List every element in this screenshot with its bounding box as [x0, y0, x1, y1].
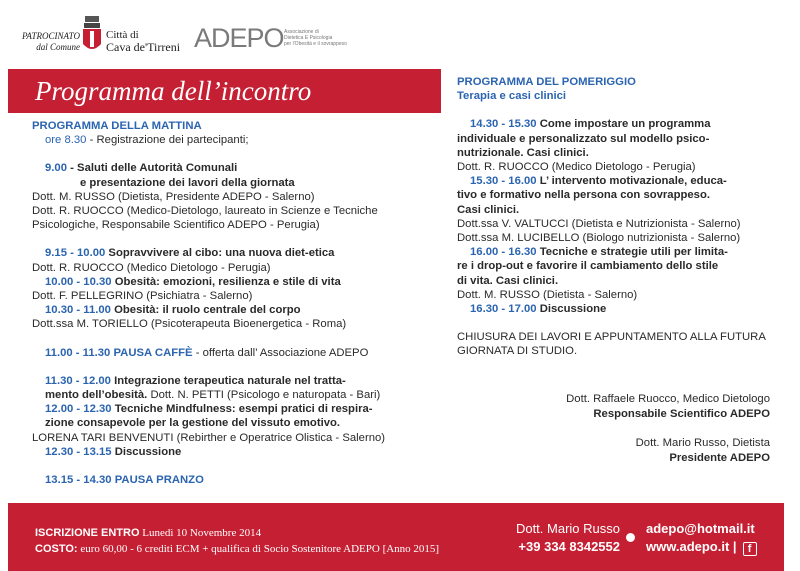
- afternoon-session-1-title: [457, 117, 777, 131]
- morning-heading: PROGRAMMA DELLA MATTINA: [32, 120, 202, 132]
- website-line: [646, 538, 757, 556]
- closing-line-1: CHIUSURA DEI LAVORI E APPUNTAMENTO ALLA FUTURA: [457, 331, 766, 344]
- afternoon-session-2-speaker-1: Dott.ssa V. VALTUCCI (Dietista e Nutrizionista - Salerno): [457, 217, 741, 230]
- session-1-title-1: - Saluti delle Autorità Comunali: [67, 162, 238, 175]
- coffee-break: [32, 346, 432, 360]
- session-3-title: [32, 275, 432, 289]
- reg-text: - Registrazione dei partecipanti;: [86, 134, 249, 147]
- afternoon-session-4-time: 16.30 - 17.00: [470, 303, 537, 316]
- patrocinato-line-1: PATROCINATO: [21, 31, 80, 41]
- iscrizione-label: ISCRIZIONE ENTRO: [35, 527, 140, 539]
- iscrizione-date: Lunedì 10 Novembre 2014: [139, 527, 262, 539]
- website-link[interactable]: www.adepo.it |: [646, 539, 737, 554]
- afternoon-program: [457, 75, 777, 359]
- session-2-speaker: Dott. R. RUOCCO (Medico Dietologo - Perugia): [32, 261, 271, 274]
- session-3-title-text: Obesità: emozioni, resilienza e stile di vita: [111, 275, 341, 288]
- session-4-time: 10.30 - 11.00: [45, 304, 111, 317]
- afternoon-session-3-title-3: di vita. Casi clinici.: [457, 274, 559, 287]
- patrocinato-line-2: dal Comune: [36, 42, 80, 52]
- lunch-break: [32, 473, 432, 487]
- coffee-break-title: PAUSA CAFFÈ: [110, 346, 193, 359]
- signature-1-role: Responsabile Scientifico ADEPO: [593, 408, 770, 420]
- session-5-title-1: Integrazione terapeutica naturale nel tratta-: [110, 374, 346, 387]
- session-2-title: [32, 246, 432, 260]
- contact-info: [490, 520, 620, 556]
- reg-time: ore 8.30: [45, 134, 87, 147]
- city-crest-icon: [82, 16, 102, 54]
- afternoon-session-3-title-1: Tecniche e strategie utili per limita-: [536, 246, 728, 259]
- adepo-tagline-2: Dietetica E Psicologia: [284, 35, 333, 41]
- signature-1-name: Dott. Raffaele Ruocco, Medico Dietologo: [566, 393, 770, 405]
- registration-line: [32, 133, 432, 147]
- lunch-break-time: 13.15 - 14.30: [45, 474, 112, 487]
- afternoon-session-2-title: [457, 174, 777, 188]
- email-link[interactable]: adepo@hotmail.it: [646, 521, 755, 536]
- facebook-icon[interactable]: f: [743, 542, 757, 556]
- registration-info: [35, 525, 439, 557]
- session-5-title: [32, 374, 432, 388]
- session-1-speaker-2b: Psicologiche, Responsabile Scientifico ADEPO - Perugia): [32, 219, 320, 232]
- session-5-time: 11.30 - 12.00: [45, 374, 111, 387]
- afternoon-session-1-title-3: nutrizionale. Casi clinici.: [457, 146, 589, 159]
- session-7-time: 12.30 - 13.15: [45, 445, 112, 458]
- afternoon-session-1-speaker: Dott. R. RUOCCO (Medico Dietologo - Perugia): [457, 161, 696, 174]
- session-1-title-2: e presentazione dei lavori della giornata: [80, 176, 295, 189]
- afternoon-heading: PROGRAMMA DEL POMERIGGIO: [457, 76, 636, 88]
- separator-dot: [626, 533, 635, 542]
- session-3-time: 10.00 - 10.30: [45, 275, 112, 288]
- session-1-time: 9.00: [45, 162, 67, 175]
- coffee-break-time: 11.00 - 11.30: [45, 346, 111, 359]
- coffee-break-text: - offerta dall’ Associazione ADEPO: [192, 346, 369, 359]
- session-5-title-2: mento dell’obesità.: [45, 389, 148, 402]
- afternoon-session-1-time: 14.30 - 15.30: [470, 118, 537, 131]
- costo-text: euro 60,00 - 6 crediti ECM + qualifica di Socio Sostenitore ADEPO [Anno 2015]: [77, 543, 440, 555]
- session-6-title-2: zione consapevole per la gestione del vissuto emotivo.: [45, 417, 341, 430]
- afternoon-session-3-time: 16.00 - 16.30: [470, 246, 537, 259]
- afternoon-session-1-title-1: Come impostare un programma: [536, 118, 711, 131]
- signature-2: [636, 436, 770, 466]
- session-4-title-text: Obesità: il ruolo centrale del corpo: [110, 304, 301, 317]
- footer-bar: [8, 503, 784, 571]
- afternoon-session-3-title-2: re i drop-out e favorire il cambiamento dello stile: [457, 260, 719, 273]
- signature-1: [566, 392, 770, 422]
- session-3-speaker: Dott. F. PELLEGRINO (Psichiatra - Salerno): [32, 290, 253, 303]
- afternoon-session-2-time: 15.30 - 16.00: [470, 175, 537, 188]
- costo-label: COSTO:: [35, 543, 78, 555]
- session-1-title: [32, 161, 432, 175]
- afternoon-session-2-speaker-2: Dott.ssa M. LUCIBELLO (Biologo nutrizionista - Salerno): [457, 232, 741, 245]
- adepo-tagline-1: Associazione di: [284, 29, 319, 35]
- morning-program: [32, 119, 432, 487]
- signature-2-role: Presidente ADEPO: [669, 452, 770, 464]
- session-6-speaker: LORENA TARI BENVENUTI (Rebirther e Operatrice Olistica - Salerno): [32, 431, 386, 444]
- afternoon-session-4-title-text: Discussione: [536, 303, 607, 316]
- lunch-break-title: PAUSA PRANZO: [111, 474, 204, 487]
- contact-phone[interactable]: +39 334 8342552: [518, 539, 620, 554]
- afternoon-session-3-speaker: Dott. M. RUSSO (Dietista - Salerno): [457, 288, 638, 301]
- adepo-tagline-3: per l'Obesità e il sovrappeso: [284, 41, 347, 47]
- citta-line-2: Cava de'Tirreni: [106, 40, 181, 54]
- session-6-title: [32, 402, 432, 416]
- session-6-title-1: Tecniche Mindfulness: esempi pratici di respira-: [111, 403, 373, 416]
- afternoon-session-4-title: [457, 302, 777, 316]
- session-7-title-text: Discussione: [111, 445, 182, 458]
- session-7-title: [32, 445, 432, 459]
- session-6-time: 12.00 - 12.30: [45, 403, 112, 416]
- afternoon-session-1-title-2: individuale e personalizzato sul modello psico-: [457, 132, 710, 145]
- patrocinato-label: [18, 31, 80, 53]
- costo-line: [35, 541, 439, 557]
- afternoon-subheading: Terapia e casi clinici: [457, 90, 567, 103]
- adepo-tagline: [284, 29, 354, 47]
- afternoon-session-2-title-3: Casi clinici.: [457, 203, 520, 216]
- session-2-title-text: Sopravvivere al cibo: una nuova diet-etica: [105, 247, 335, 260]
- session-4-speaker: Dott.ssa M. TORIELLO (Psicoterapeuta Bioenergetica - Roma): [32, 318, 347, 331]
- afternoon-session-2-title-2: tivo e formativo nella persona con sovrappeso.: [457, 189, 710, 202]
- iscrizione-line: [35, 525, 439, 541]
- page-title: Programma dell’incontro: [35, 76, 312, 106]
- citta-line-1: Città di: [106, 29, 139, 41]
- signature-2-name: Dott. Mario Russo, Dietista: [635, 437, 770, 449]
- session-5-line-2: [32, 388, 432, 402]
- afternoon-session-2-title-1: L’ intervento motivazionale, educa-: [536, 175, 727, 188]
- closing-line-2: GIORNATA DI STUDIO.: [457, 345, 578, 358]
- session-5-speaker: Dott. N. PETTI (Psicologo e naturopata - Bari): [147, 389, 381, 402]
- citta-name: [106, 29, 180, 53]
- session-2-time: 9.15 - 10.00: [45, 247, 106, 260]
- contact-name: Dott. Mario Russo: [515, 521, 620, 536]
- web-contacts: [646, 520, 757, 556]
- session-1-speaker-1: Dott. M. RUSSO (Dietista, Presidente ADEPO - Salerno): [32, 190, 315, 203]
- afternoon-session-3-title: [457, 245, 777, 259]
- adepo-logo: ADEPO: [194, 23, 284, 53]
- session-1-speaker-2a: Dott. R. RUOCCO (Medico-Dietologo, laureato in Scienze e Tecniche: [32, 205, 378, 218]
- session-4-title: [32, 303, 432, 317]
